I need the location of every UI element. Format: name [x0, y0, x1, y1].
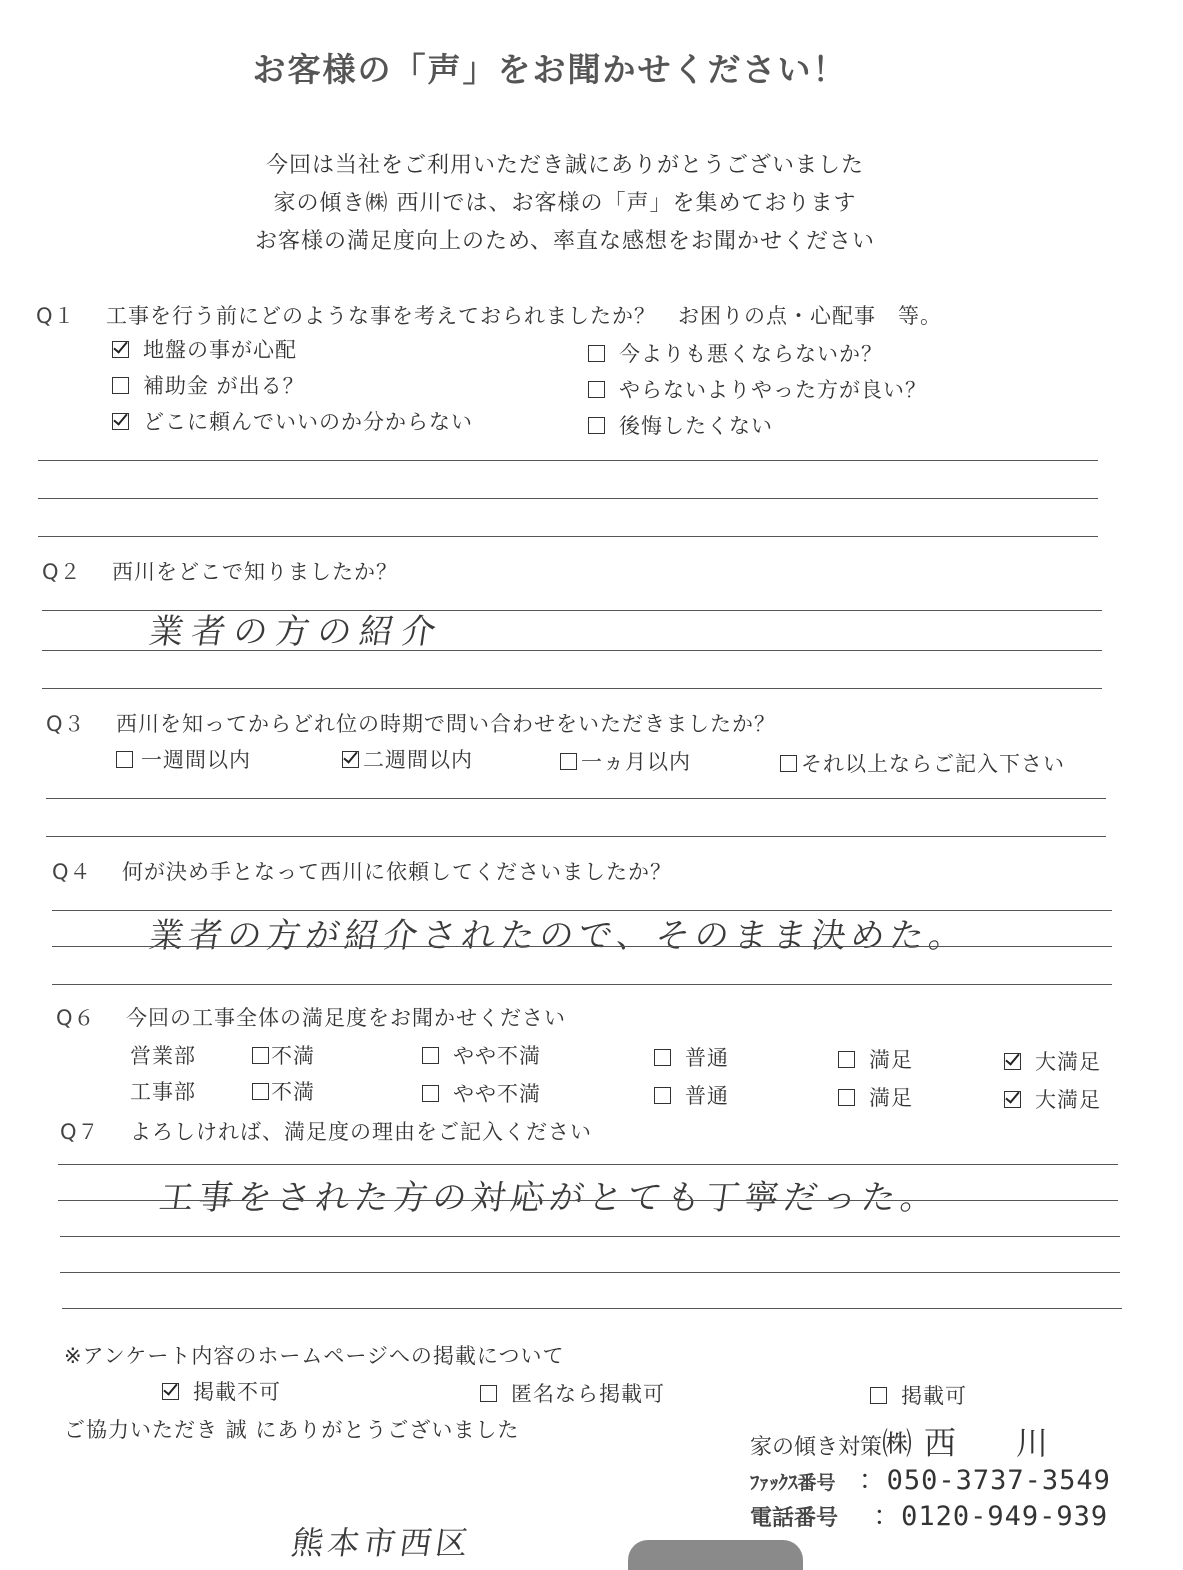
- publication-option-1[interactable]: 掲載不可: [162, 1376, 281, 1406]
- publication-heading: ※アンケート内容のホームページへの掲載について: [64, 1344, 565, 1368]
- q6-row2-option[interactable]: 大満足: [1004, 1084, 1101, 1114]
- answer-line: [52, 910, 1112, 911]
- thanks-text: ご協力いただき 誠 にありがとうございました: [64, 1418, 520, 1442]
- checkbox-checked-icon[interactable]: [112, 413, 129, 430]
- q1-option-3[interactable]: どこに頼んでいいのか分からない: [112, 406, 473, 436]
- checkbox-icon[interactable]: [112, 377, 129, 394]
- answer-line: [46, 798, 1106, 799]
- tel-label: 電話番号: [750, 1506, 839, 1531]
- checkbox-icon[interactable]: [422, 1085, 439, 1102]
- q6-question: [56, 1002, 566, 1032]
- checkbox-checked-icon[interactable]: [162, 1383, 179, 1400]
- q6-number: Q６: [56, 1006, 96, 1030]
- fax-number: ：050-3737-3549: [858, 1465, 1111, 1496]
- q1-question: [36, 300, 942, 330]
- answer-line: [38, 536, 1098, 537]
- checkbox-icon[interactable]: [654, 1049, 671, 1066]
- answer-line: [46, 836, 1106, 837]
- checkbox-icon[interactable]: [870, 1387, 887, 1404]
- q6-row1-option[interactable]: やや不満: [422, 1040, 541, 1070]
- q1-number: Q１: [36, 304, 76, 328]
- checkbox-icon[interactable]: [838, 1051, 855, 1068]
- answer-line: [42, 688, 1102, 689]
- tel-number: ：0120-949-939: [873, 1501, 1109, 1532]
- answer-line: [60, 1272, 1120, 1273]
- checkbox-checked-icon[interactable]: [112, 341, 129, 358]
- checkbox-checked-icon[interactable]: [1004, 1091, 1021, 1108]
- checkbox-icon[interactable]: [838, 1089, 855, 1106]
- intro-line-2: 家の傾き㈱ 西川では、お客様の「声」を集めております: [273, 191, 857, 216]
- q6-row1-option[interactable]: 満足: [838, 1044, 913, 1074]
- q1-option-1[interactable]: 地盤の事が心配: [112, 334, 297, 364]
- answer-line: [38, 498, 1098, 499]
- fax-row: [750, 1458, 1111, 1497]
- answer-line: [62, 1308, 1122, 1309]
- q7-question: [60, 1116, 592, 1146]
- publication-option-2[interactable]: 匿名なら掲載可: [480, 1378, 665, 1408]
- q3-question: [46, 708, 776, 738]
- checkbox-icon[interactable]: [654, 1087, 671, 1104]
- checkbox-icon[interactable]: [480, 1385, 497, 1402]
- q1-option-4[interactable]: 今よりも悪くならないか？: [588, 338, 883, 368]
- redaction-smudge: [628, 1540, 803, 1570]
- fax-label: ﾌｧｯｸｽ番号: [750, 1472, 836, 1494]
- q3-number: Q３: [46, 712, 86, 736]
- q4-text: 何が決め手となって西川に依頼してくださいましたか？: [122, 860, 672, 884]
- checkbox-icon[interactable]: [252, 1083, 269, 1100]
- answer-line: [42, 610, 1102, 611]
- q3-option-2[interactable]: 二週間以内: [342, 744, 473, 774]
- q6-row-label: 営業部: [130, 1044, 196, 1068]
- q4-handwritten-answer: 業者の方が紹介されたので、そのまま決めた。: [146, 916, 971, 956]
- checkbox-icon[interactable]: [422, 1047, 439, 1064]
- answer-line: [38, 460, 1098, 461]
- checkbox-checked-icon[interactable]: [342, 751, 359, 768]
- checkbox-icon[interactable]: [252, 1047, 269, 1064]
- intro-line-1: 今回は当社をご利用いただき誠にありがとうございました: [265, 153, 864, 178]
- checkbox-icon[interactable]: [116, 751, 133, 768]
- answer-line: [42, 650, 1102, 651]
- handwritten-location: 熊本市西区: [289, 1524, 475, 1562]
- q6-row2-option[interactable]: 不満: [252, 1076, 315, 1106]
- q2-text: 西川をどこで知りましたか？: [112, 560, 398, 584]
- q1-option-2[interactable]: 補助金 が出る？: [112, 370, 305, 400]
- answer-line: [58, 1164, 1118, 1165]
- publication-option-3[interactable]: 掲載可: [870, 1380, 967, 1410]
- answer-line: [58, 1200, 1118, 1201]
- checkbox-icon[interactable]: [588, 345, 605, 362]
- checkbox-icon[interactable]: [588, 417, 605, 434]
- checkbox-icon[interactable]: [588, 381, 605, 398]
- answer-line: [52, 946, 1112, 947]
- q2-question: [42, 556, 398, 586]
- q7-handwritten-answer: 工事をされた方の対応がとても丁寧だった。: [156, 1178, 943, 1218]
- q6-text: 今回の工事全体の満足度をお聞かせください: [126, 1006, 566, 1030]
- q4-question: [52, 856, 672, 886]
- q6-row1-option[interactable]: 大満足: [1004, 1046, 1101, 1076]
- q6-row1-option[interactable]: 不満: [252, 1040, 315, 1070]
- q2-handwritten-answer: 業者の方の紹介: [146, 612, 447, 652]
- q3-option-1[interactable]: 一週間以内: [116, 744, 251, 774]
- answer-line: [52, 984, 1112, 985]
- q6-row2-option[interactable]: 満足: [838, 1082, 913, 1112]
- intro-line-3: お客様の満足度向上のため、率直な感想をお聞かせください: [254, 229, 876, 254]
- q1-option-6[interactable]: 後悔したくない: [588, 410, 773, 440]
- answer-line: [60, 1236, 1120, 1237]
- form-title: お客様の「声」をお聞かせください！: [252, 50, 848, 89]
- q3-option-4[interactable]: それ以上ならご記入下さい: [780, 748, 1065, 778]
- q4-number: Q４: [52, 860, 92, 884]
- tel-row: [750, 1494, 1108, 1533]
- q1-option-5[interactable]: やらないよりやった方が良い？: [588, 374, 927, 404]
- q3-text: 西川を知ってからどれ位の時期で問い合わせをいただきましたか？: [116, 712, 776, 736]
- q7-text: よろしければ、満足度の理由をご記入ください: [130, 1120, 592, 1144]
- company-name: 家の傾き対策㈱ 西川: [750, 1424, 1109, 1462]
- q1-text: 工事を行う前にどのような事を考えておられましたか？ お困りの点・心配事 等。: [106, 304, 942, 328]
- q6-row2-option[interactable]: やや不満: [422, 1078, 541, 1108]
- q6-row2-option[interactable]: 普通: [654, 1080, 729, 1110]
- q2-number: Q２: [42, 560, 82, 584]
- q3-option-3[interactable]: 一ヵ月以内: [560, 746, 691, 776]
- q6-row1-option[interactable]: 普通: [654, 1042, 729, 1072]
- q7-number: Q７: [60, 1120, 100, 1144]
- checkbox-icon[interactable]: [560, 753, 577, 770]
- q6-row-label: 工事部: [130, 1080, 196, 1104]
- checkbox-checked-icon[interactable]: [1004, 1053, 1021, 1070]
- checkbox-icon[interactable]: [780, 755, 797, 772]
